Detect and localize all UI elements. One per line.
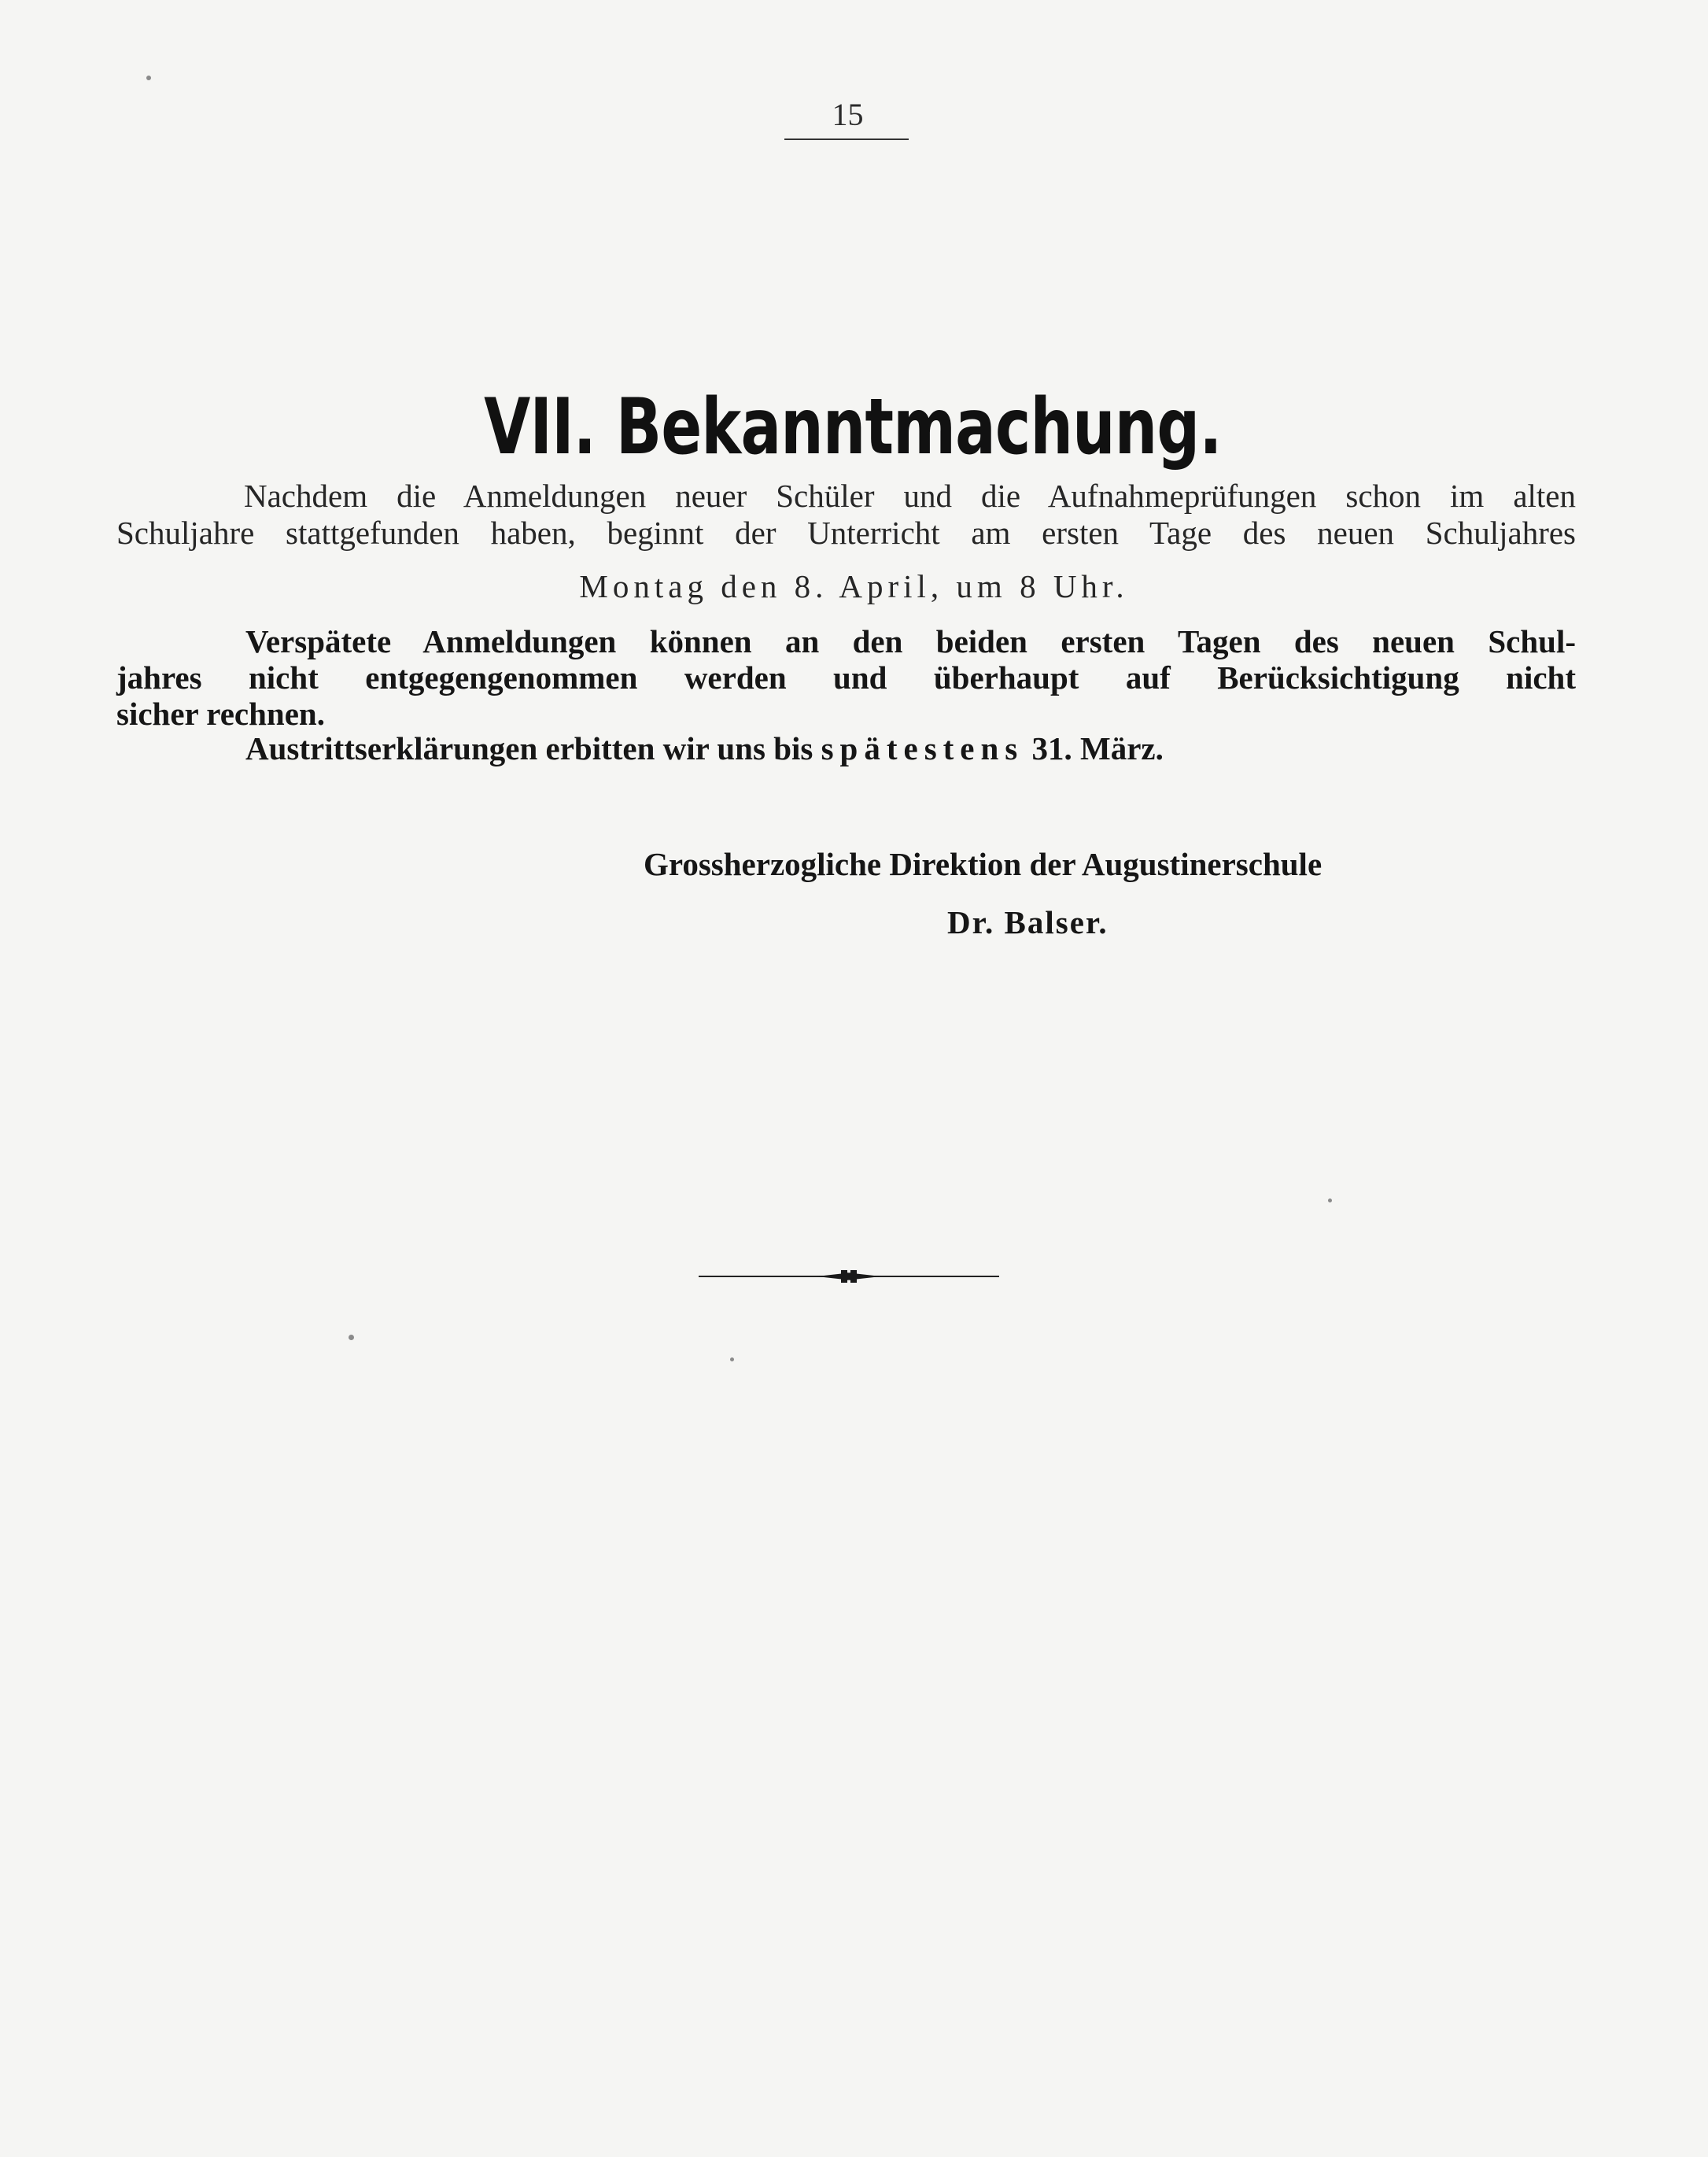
paragraph-3: [245, 730, 1164, 766]
signature-name: Dr. Balser.: [947, 904, 1109, 940]
page-number: 15: [832, 97, 864, 132]
paper-speck: [349, 1335, 354, 1340]
paragraph-2-line-3: sicher rechnen.: [116, 696, 325, 732]
paper-speck: [730, 1357, 734, 1361]
ornament-divider: [699, 1265, 999, 1287]
paper-speck: [1328, 1199, 1332, 1202]
paper-speck: [146, 76, 151, 80]
paragraph-2-line-1: Verspätete Anmeldungen können an den beiden ersten Tagen des neuen Schul-: [245, 623, 1576, 659]
page-number-rule: [784, 139, 909, 140]
signature-institution: Grossherzogliche Direktion der Augustinerschule: [644, 846, 1323, 882]
paragraph-2-line-2: jahres nicht entgegengenommen werden und überhaupt auf Berücksichtigung nicht: [116, 659, 1576, 696]
paragraph-1-line-2: Schuljahre stattgefunden haben, beginnt der Unterricht am ersten Tage des neuen Schuljahres: [116, 515, 1576, 551]
paragraph-3-part-2: bis: [773, 730, 821, 766]
date-line: Montag den 8. April, um 8 Uhr.: [579, 568, 1129, 604]
paragraph-1-line-1: Nachdem die Anmeldungen neuer Schüler und die Aufnahmeprüfungen schon im alten: [244, 478, 1576, 514]
paragraph-3-part-1: Austrittserklärungen erbitten wir uns: [245, 730, 774, 766]
paragraph-3-emphasis: spätestens: [821, 730, 1024, 766]
section-title: VII. Bekanntmachung.: [484, 382, 1222, 472]
paragraph-3-part-4: 31. März.: [1024, 730, 1164, 766]
